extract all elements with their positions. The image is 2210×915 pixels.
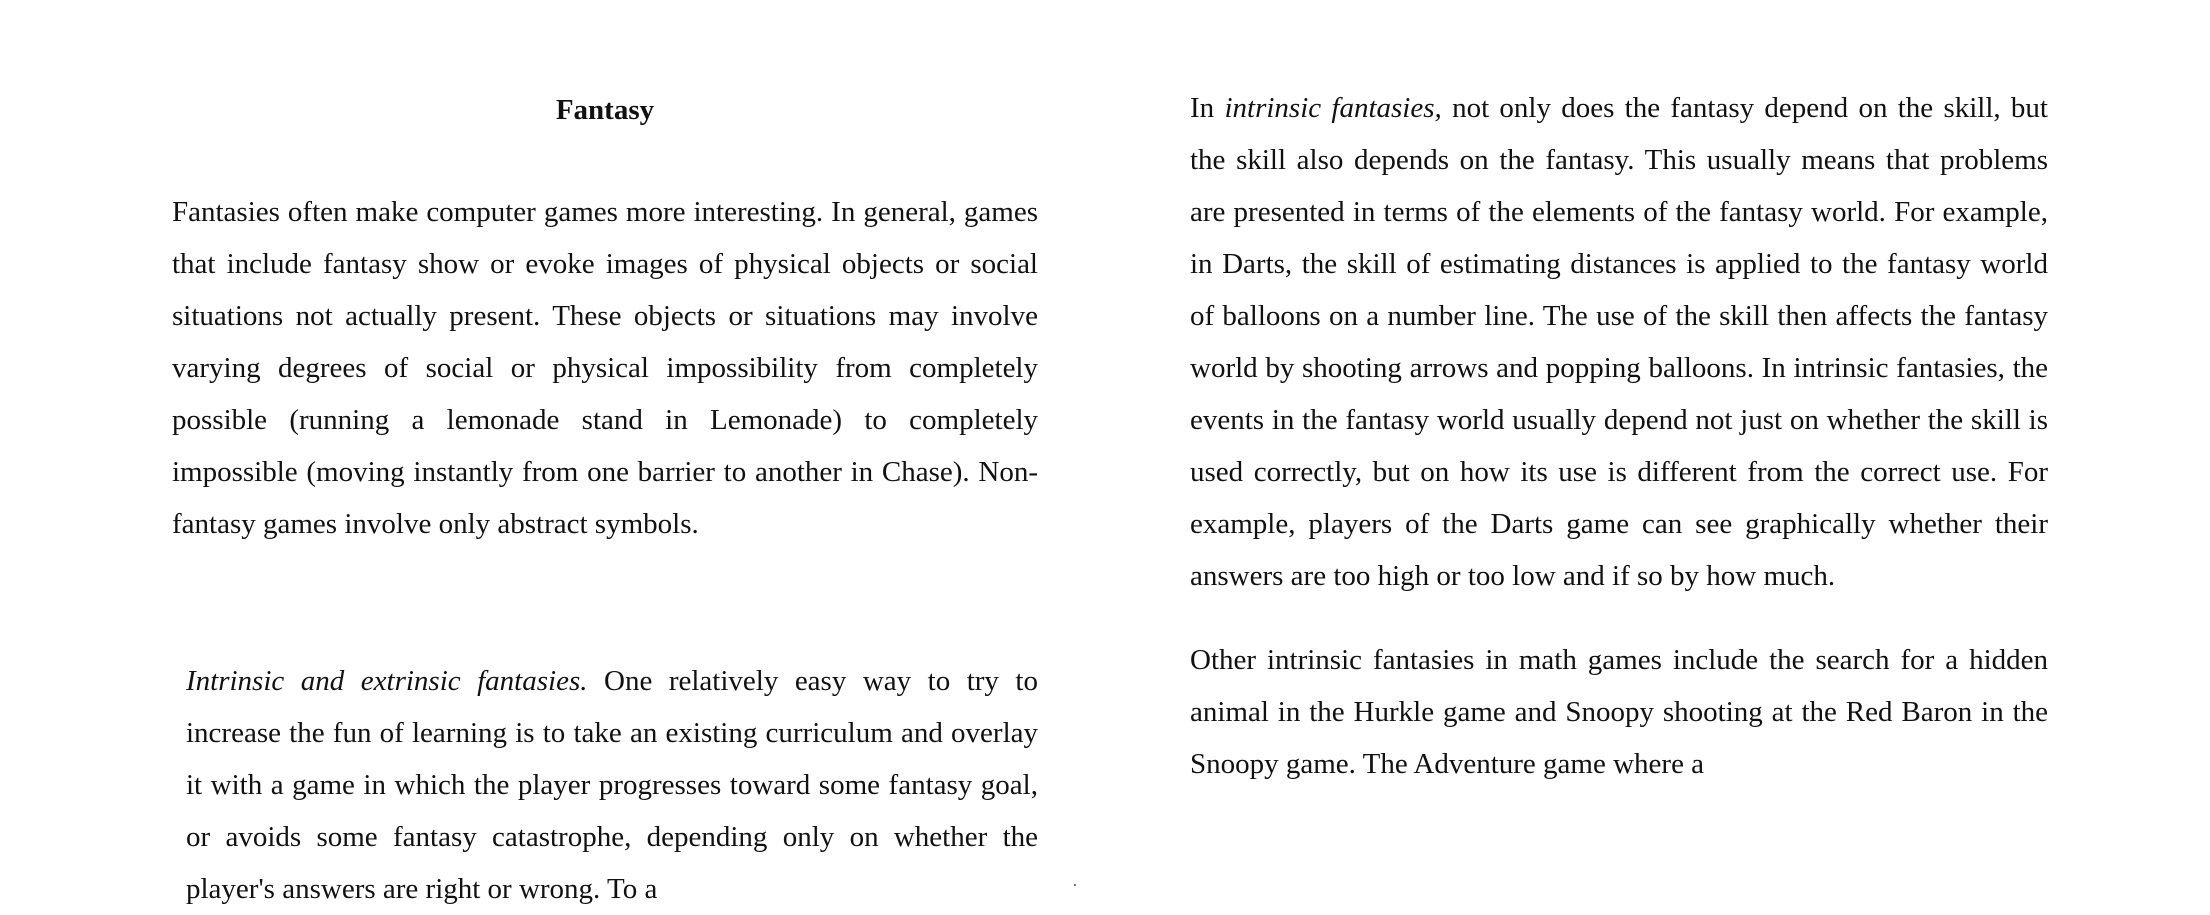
left-paragraph-2-body: One relatively easy way to try to increase the fun of learning is to take an existing curriculum and overlay it with a game in which the player progresses toward some fantasy goal, or avoids some fantasy catastrophe, depending only on whether the player's answers are right or wrong. To a xyxy=(186,665,1038,905)
left-paragraph-1-text: Fantasies often make computer games more interesting. In general, games that include fantasy show or evoke images of physical objects or social situations not actually present. These objects or situations may involve varying degrees of social or physical impossibility from completely possible (running a lemonade stand in Lemonade) to completely impossible (moving instantly from one barrier to another in Chase). Non-fantasy games involve only abstract symbols. xyxy=(172,196,1038,540)
right-paragraph-2: Other intrinsic fantasies in math games include the search for a hidden animal in the Hurkle game and Snoopy shooting at the Red Baron in the Snoopy game. The Adventure game where a xyxy=(1190,644,2048,780)
scan-speck xyxy=(1074,884,1076,886)
right-paragraph-1 xyxy=(1190,82,2048,602)
right-paragraph-1-pre: In xyxy=(1190,92,1225,124)
section-heading: Fantasy xyxy=(555,94,655,126)
right-column xyxy=(1190,82,2048,790)
right-paragraph-1-em: intrinsic fantasies, xyxy=(1224,92,1442,124)
left-paragraph-2-text xyxy=(186,655,1038,915)
left-paragraph-2-lead: Intrinsic and extrinsic fantasies. xyxy=(186,665,588,697)
left-paragraph-2 xyxy=(186,655,1038,915)
left-paragraph-1 xyxy=(172,186,1038,550)
right-paragraph-1-post: not only does the fantasy depend on the skill, but the skill also depends on the fantasy. This usually means that problems are presented in terms of the elements of the fantasy world. For example, in Darts, the skill of estimating distances is applied to the fantasy world of balloons on a number line. The use of the skill then affects the fantasy world by shooting arrows and popping balloons. In intrinsic fantasies, the events in the fantasy world usually depend not just on whether the skill is used correctly, but on how its use is different from the correct use. For example, players of the Darts game can see graphically whether their answers are too high or too low and if so by how much. xyxy=(1190,92,2048,592)
